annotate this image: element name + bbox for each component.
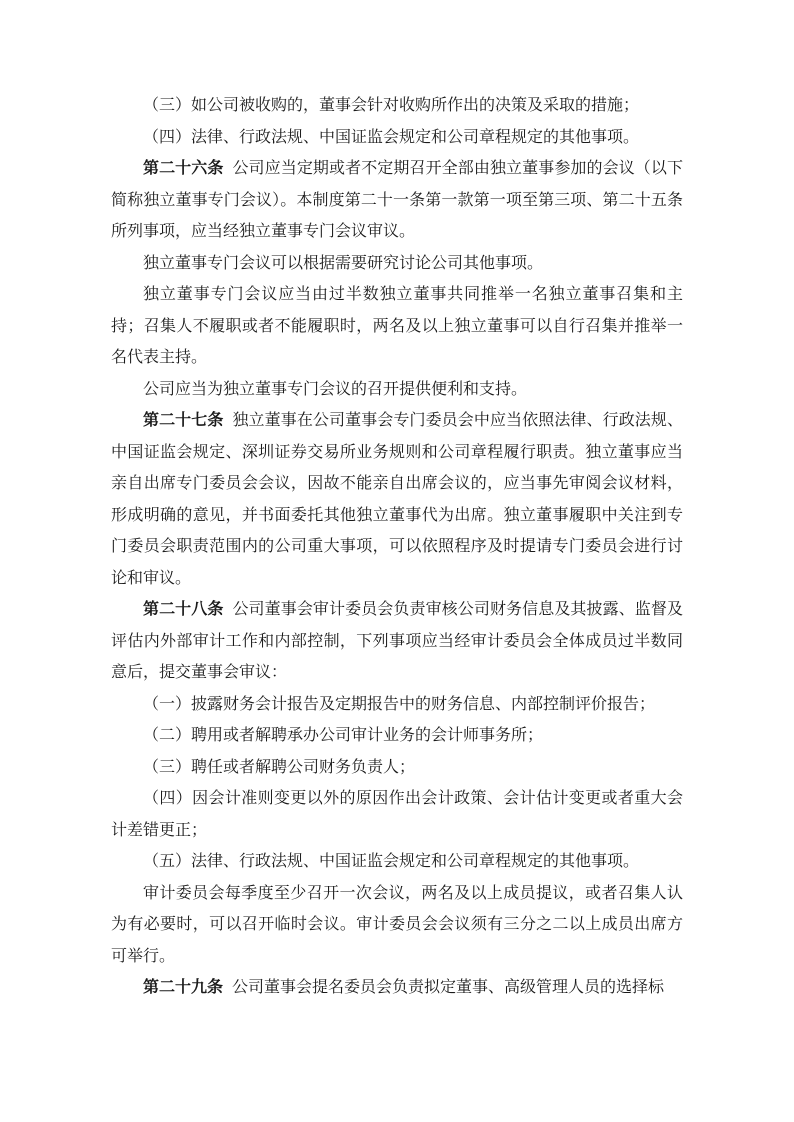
article-number: 第二十九条 bbox=[143, 979, 224, 996]
paragraph-text: （四）因会计准则变更以外的原因作出会计政策、会计估计变更或者重大会计差错更正； bbox=[111, 790, 683, 839]
paragraph bbox=[111, 846, 683, 878]
paragraph-text: （一）披露财务会计报告及定期报告中的财务信息、内部控制评价报告； bbox=[143, 695, 656, 713]
paragraph bbox=[111, 279, 683, 374]
paragraph-text: （五）法律、行政法规、中国证监会规定和公司章程规定的其他事项。 bbox=[143, 853, 640, 870]
paragraph-text: 公司董事会审计委员会负责审核公司财务信息及其披露、监督及评估内外部审计工作和内部控制，下列事项应当经审计委员会全体成员过半数同意后，提交董事会审议： bbox=[111, 601, 683, 681]
article-paragraph bbox=[111, 153, 683, 248]
article-number: 第二十八条 bbox=[143, 601, 224, 618]
paragraph bbox=[111, 689, 683, 721]
paragraph-text: （三）如公司被收购的，董事会针对收购所作出的决策及采取的措施； bbox=[143, 97, 640, 114]
paragraph bbox=[111, 248, 683, 280]
paragraph-text: 独立董事专门会议可以根据需要研究讨论公司其他事项。 bbox=[143, 254, 544, 272]
article-paragraph bbox=[111, 594, 683, 689]
document-body bbox=[111, 90, 683, 1004]
article-number: 第二十七条 bbox=[143, 412, 224, 429]
paragraph bbox=[111, 783, 683, 846]
paragraph bbox=[111, 720, 683, 752]
paragraph-text: （三）聘任或者解聘公司财务负责人； bbox=[143, 758, 416, 776]
paragraph-text: 审计委员会每季度至少召开一次会议，两名及以上成员提议，或者召集人认为有必要时，可以召开临时会议。审计委员会会议须有三分之二以上成员出席方可举行。 bbox=[111, 884, 683, 965]
paragraph-text: 独立董事专门会议应当由过半数独立董事共同推举一名独立董事召集和主持；召集人不履职或者不能履职时，两名及以上独立董事可以自行召集并推举一名代表主持。 bbox=[111, 286, 683, 366]
paragraph-text: 公司应当为独立董事专门会议的召开提供便利和支持。 bbox=[143, 380, 528, 398]
paragraph bbox=[111, 878, 683, 973]
paragraph bbox=[111, 122, 683, 154]
paragraph-text: 独立董事在公司董事会专门委员会中应当依照法律、行政法规、中国证监会规定、深圳证券交易所业务规则和公司章程履行职责。独立董事应当亲自出席专门委员会会议，因故不能亲自出席会议的，应当事先审阅会议材料，形成明确的意见，并书面委托其他独立董事代为出席。独立董事履职中关注到专门委员会职责范围内的公司重大事项，可以依照程序及时提请专门委员会进行讨论和审议。 bbox=[111, 412, 683, 587]
paragraph-text: 公司应当定期或者不定期召开全部由独立董事参加的会议（以下简称独立董事专门会议）。本制度第二十一条第一款第一项至第三项、第二十五条所列事项，应当经独立董事专门会议审议。 bbox=[111, 160, 683, 240]
paragraph bbox=[111, 752, 683, 784]
article-paragraph bbox=[111, 405, 683, 594]
paragraph-text: （二）聘用或者解聘承办公司审计业务的会计师事务所； bbox=[143, 727, 544, 744]
article-number: 第二十六条 bbox=[143, 160, 224, 177]
paragraph bbox=[111, 374, 683, 406]
paragraph-text: （四）法律、行政法规、中国证监会规定和公司章程规定的其他事项。 bbox=[143, 128, 640, 146]
paragraph-text: 公司董事会提名委员会负责拟定董事、高级管理人员的选择标 bbox=[232, 979, 665, 996]
paragraph bbox=[111, 90, 683, 122]
article-paragraph bbox=[111, 972, 683, 1004]
